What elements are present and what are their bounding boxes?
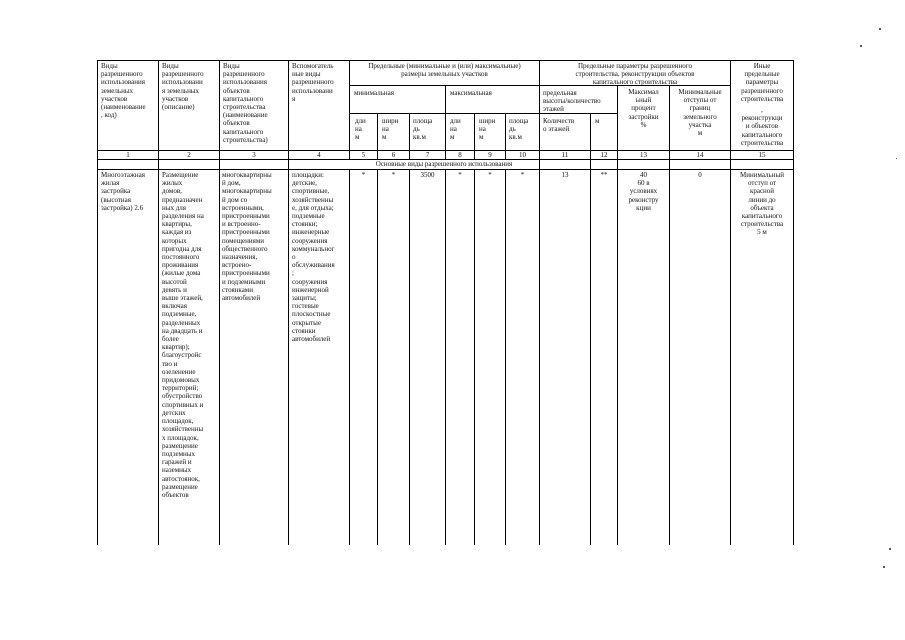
scan-speck (883, 566, 885, 568)
header-floor-count: Количеств о этажей (543, 117, 575, 134)
table-border-right (793, 60, 794, 545)
column-number: 14 (696, 151, 704, 159)
header-other-parameters-title: Иные предельные параметры разрешенного строительства (740, 62, 784, 103)
header-height-m: м (595, 117, 600, 125)
header-max-building-percent: Максимал ьный процент застройки % (628, 88, 659, 129)
header-other-parameters-rest: , реконструкци и объектов капитального строительства (740, 106, 784, 147)
row-max-width: * (488, 171, 492, 179)
table-col-divider (349, 60, 350, 545)
header-land-use-description: Виды разрешенного использовани я земельных участков (описание) (162, 62, 204, 112)
column-number: 3 (252, 151, 256, 159)
header-min-area: площа дь кв.м (413, 117, 433, 142)
column-number: 12 (600, 151, 608, 159)
header-min-setbacks: Минимальные отступы от границ земельного участка м (678, 88, 722, 138)
column-number: 8 (458, 151, 462, 159)
row-max-length: * (458, 171, 462, 179)
column-number: 15 (758, 151, 766, 159)
column-number: 5 (361, 151, 366, 159)
row-floor-count: 13 (561, 171, 569, 179)
row-max-building-percent: 40 60 в условиях реконстру кции (628, 171, 659, 212)
table-col-divider (158, 60, 159, 545)
scan-speck (860, 45, 862, 47)
column-number: 4 (317, 151, 321, 159)
header-land-use-type: Виды разрешенного использования земельных участков (наименование , код) (101, 62, 146, 120)
table-col-divider (539, 60, 540, 545)
header-height-floors: предельная высоты/количество этажей (543, 89, 601, 113)
header-group-divider (349, 85, 730, 86)
column-number: 11 (561, 151, 569, 159)
section-title-rule (97, 169, 794, 170)
column-number: 10 (519, 151, 526, 159)
column-number: 2 (187, 151, 191, 159)
scan-speck (889, 548, 891, 550)
row-min-width: * (391, 171, 396, 179)
row-min-area: 3500 (420, 171, 435, 179)
table-border-top (97, 60, 794, 61)
header-max-length: дли на м (450, 117, 461, 142)
row-max-area: * (520, 171, 525, 179)
table-col-divider (730, 60, 731, 545)
column-number: 6 (391, 151, 396, 159)
row-land-use-type: Многоэтажная жилая застройка (высотная застройка) 2.6 (101, 171, 145, 212)
scan-speck (879, 28, 881, 30)
table-col-divider (288, 60, 289, 545)
section-title: Основные виды разрешенного использования (349, 160, 539, 169)
header-construction-parameters: Предельные параметры разрешенного строительства, реконструкции объектов капитального строительства (575, 62, 695, 85)
column-number: 9 (488, 151, 492, 159)
row-min-length: * (361, 171, 366, 179)
row-height-m: ** (600, 171, 608, 179)
row-auxiliary-uses: площадки: детские, спортивные, хозяйственны е, для отдыха; подземные стоянки; инженерные сооружения коммунальног о обслуживания ; сооружения инженерной защиты; гостевые плоскостные открытые стоянки автомобилей (292, 171, 335, 344)
header-land-plot-size-limits: Предельные (минимальные и (или) максимальные) размеры земельных участков (368, 62, 521, 79)
header-max-area: площа дь кв.м (509, 117, 529, 142)
header-maximum: максимальная (450, 89, 492, 97)
table-border-left (97, 60, 98, 545)
header-capital-construction-use: Виды разрешенного использования объектов капитального строительства (наименование объектов капитального строительства) (223, 62, 268, 144)
header-subgroup-divider (349, 113, 539, 114)
column-number: 13 (640, 151, 647, 159)
header-max-width: шири на м (479, 117, 496, 142)
table-col-divider (219, 60, 220, 545)
row-land-use-description: Размещение жилых домов, предназначен ных для разделения на квартиры, каждая из которых пригодна для постоянного проживания (жилые дома высотой девять и выше этажей, включая подземные, разделенных на двадцать и более квартир); благоустройс тво и озеленение придомовых территорий; обустройство спортивных и детских площадок, хозяйственны х площадок, размещение подземных гаражей и наземных автостоянок, размещение объектов (162, 171, 204, 499)
header-subgroup-divider (539, 113, 617, 114)
column-number: 7 (425, 151, 430, 159)
header-auxiliary-uses: Вспомогатель ные виды разрешенного использовани я (292, 62, 334, 103)
scan-speck (896, 158, 897, 159)
row-capital-construction-use: многоквартирны й дом, многоквартирны й дом со встроенными, пристроенными и встроенно- пристроенными помещениями общественного назначения, встроено- пристроенными и подземными стоянками автомобилей (222, 171, 272, 303)
column-number: 1 (126, 151, 130, 159)
row-min-setbacks: 0 (698, 171, 702, 179)
header-min-length: дли на м (355, 117, 366, 142)
row-other-parameters: Минимальный отступ от красной линии до объекта капитального строительства 5 м (740, 171, 784, 237)
header-min-width: шири на м (382, 117, 399, 142)
header-minimum: минимальная (354, 89, 394, 97)
